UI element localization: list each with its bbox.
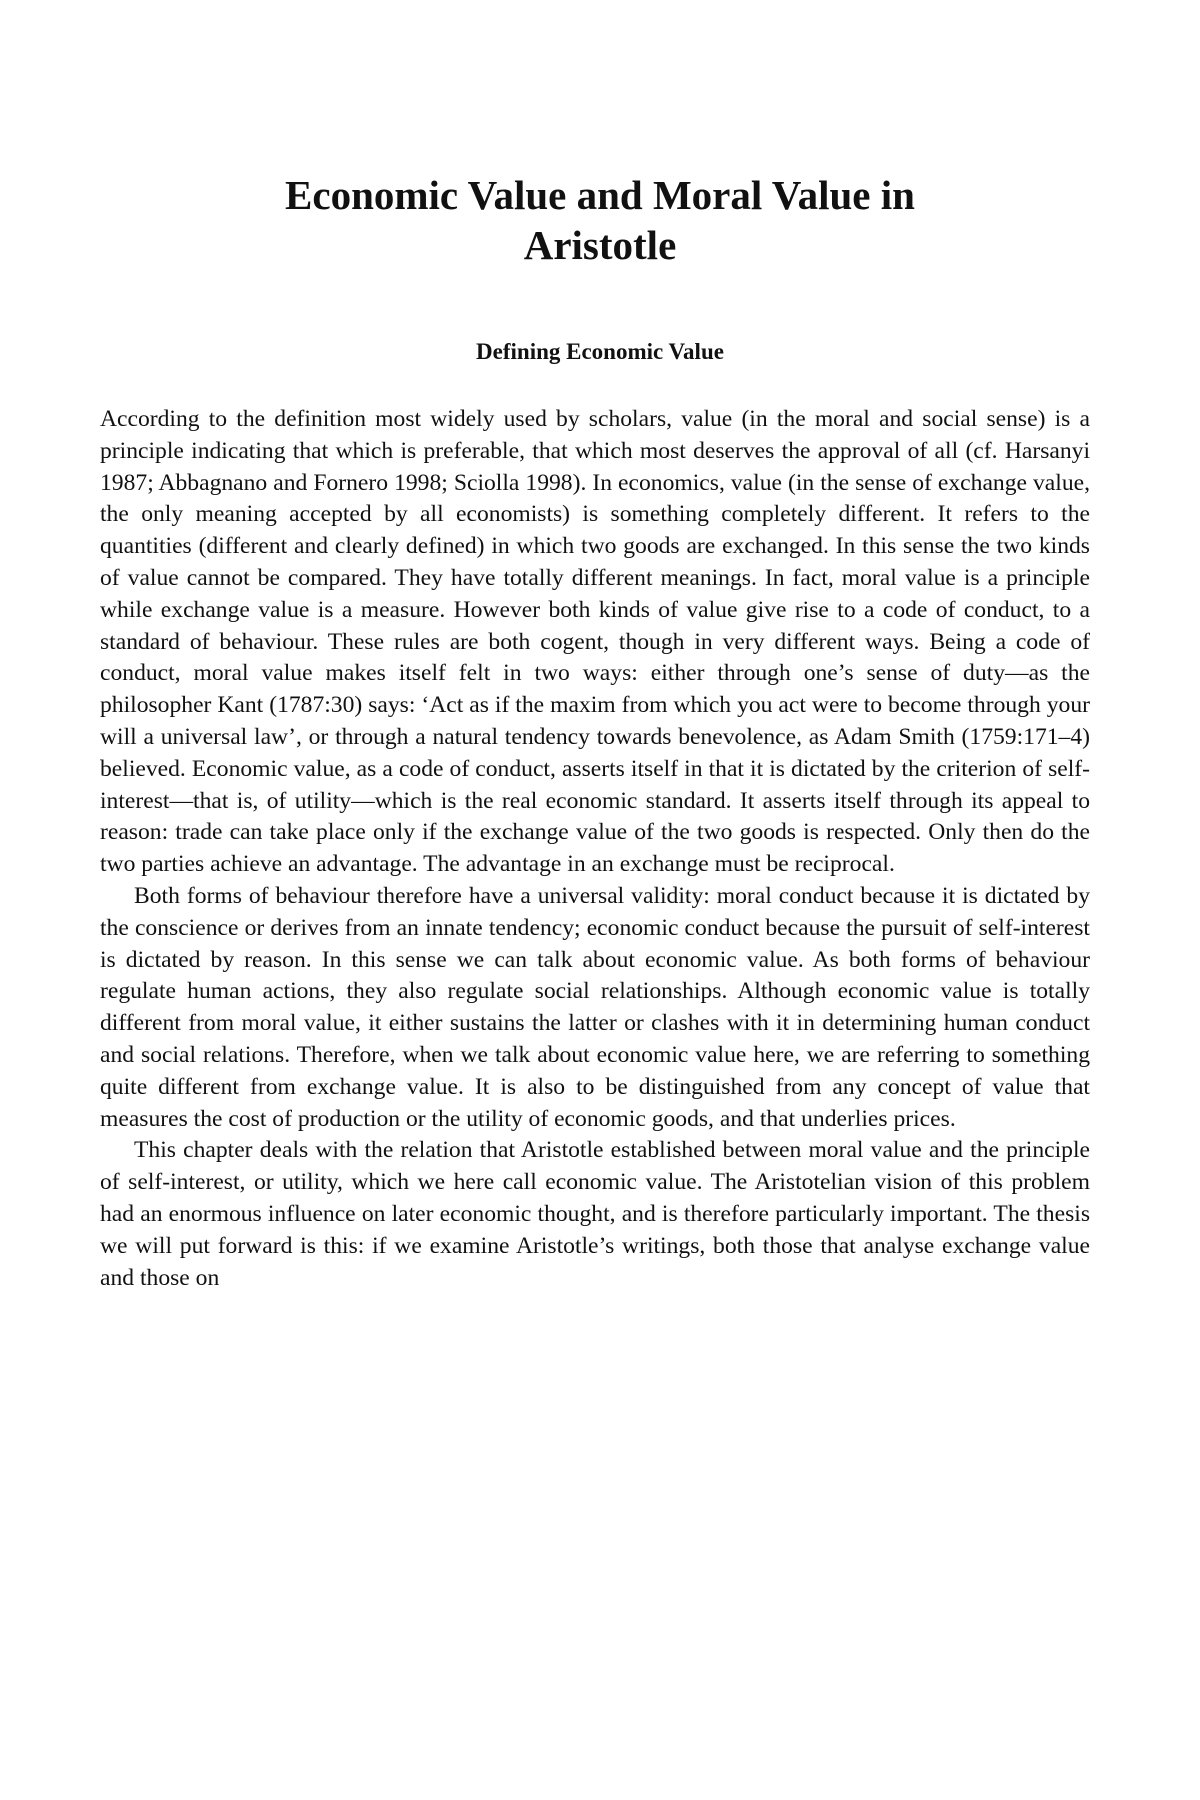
chapter-title bbox=[100, 170, 1100, 270]
chapter-title-line-1: Economic Value and Moral Value in bbox=[285, 172, 915, 218]
section-heading: Defining Economic Value bbox=[476, 339, 724, 364]
paragraph-2: Both forms of behaviour therefore have a universal validity: moral conduct because it is dictated by the conscience or derives from an innate tendency; economic conduct because the pursuit of self-interest is dictated by reason. In this sense we can talk about economic value. As both forms of behaviour regulate human actions, they also regulate social relationships. Although economic value is totally different from moral value, it either sustains the latter or clashes with it in determining human conduct and social relations. Therefore, when we talk about economic value here, we are referring to something quite different from exchange value. It is also to be distinguished from any concept of value that measures the cost of production or the utility of economic goods, and that underlies prices. bbox=[100, 882, 1090, 1132]
paragraph-1: According to the definition most widely used by scholars, value (in the moral and social sense) is a principle indicating that which is preferable, that which most deserves the approval of all (cf. Harsanyi 1987; Abbagnano and Fornero 1998; Sciolla 1998). In economics, value (in the sense of exchange value, the only meaning accepted by all economists) is something completely different. It refers to the quantities (different and clearly defined) in which two goods are exchanged. In this sense the two kinds of value cannot be compared. They have totally different meanings. In fact, moral value is a principle while exchange value is a measure. However both kinds of value give rise to a code of conduct, to a standard of behaviour. These rules are both cogent, though in very different ways. Being a code of conduct, moral value makes itself felt in two ways: either through one’s sense of duty—as the philosopher Kant (1787:30) says: ‘Act as if the maxim from which you act were to become through your will a universal law’, or through a natural tendency towards benevolence, as Adam Smith (1759:171–4) believed. Economic value, as a code of conduct, asserts itself in that it is dictated by the criterion of self-interest—that is, of utility—which is the real economic standard. It asserts itself through its appeal to reason: trade can take place only if the exchange value of the two goods is respected. Only then do the two parties achieve an advantage. The advantage in an exchange must be reciprocal. bbox=[100, 406, 1090, 878]
paragraph-3: This chapter deals with the relation that Aristotle established between moral value and the principle of self-interest, or utility, which we here call economic value. The Aristotelian vision of this problem had an enormous influence on later economic thought, and is therefore particularly important. The thesis we will put forward is this: if we examine Aristotle’s writings, both those that analyse exchange value and those on bbox=[100, 1137, 1090, 1291]
chapter-title-line-2: Aristotle bbox=[523, 222, 677, 268]
body-text bbox=[100, 404, 1090, 1294]
